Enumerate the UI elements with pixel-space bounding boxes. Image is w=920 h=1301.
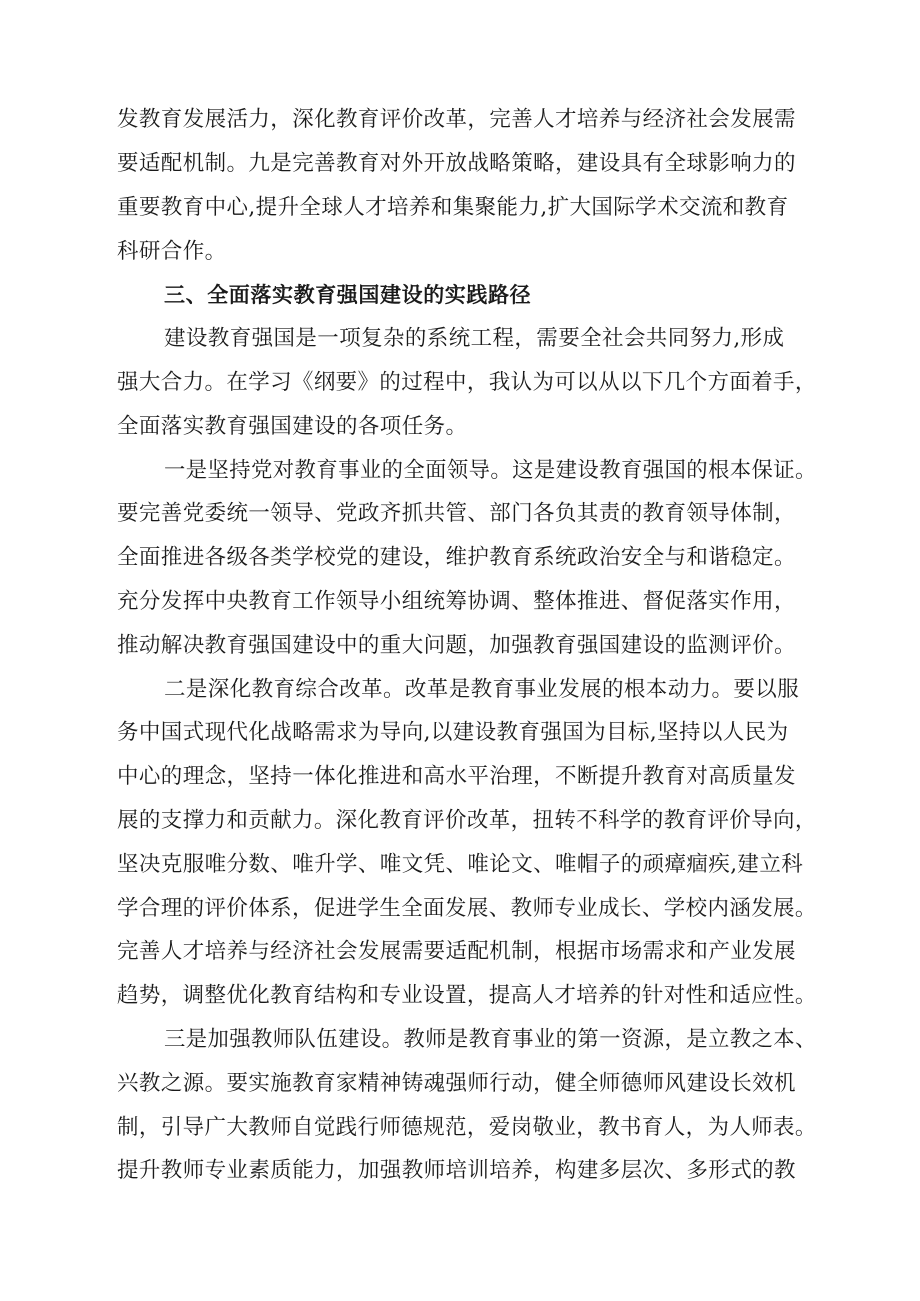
text-line: 兴教之源。要实施教育家精神铸魂强师行动，健全师德师风建设长效机 (117, 1071, 796, 1096)
text-line: 制，引导广大教师自觉践行师德规范，爱岗敬业，教书育人，为人师表。 (117, 1115, 817, 1140)
text-line: 一是坚持党对教育事业的全面领导。这是建设教育强国的根本保证。 (164, 458, 817, 483)
text-line: 完善人才培养与经济社会发展需要适配机制，根据市场需求和产业发展 (117, 939, 796, 964)
text-line: 建设教育强国是一项复杂的系统工程，需要全社会共同努力,形成 (164, 326, 785, 351)
text-line: 全面推进各级各类学校党的建设，维护教育系统政治安全与和谐稳定。 (117, 545, 796, 570)
text-line: 发教育发展活力，深化教育评价改革，完善人才培养与经济社会发展需 (117, 107, 796, 132)
text-line: 展的支撑力和贡献力。深化教育评价改革，扭转不科学的教育评价导向， (117, 808, 817, 833)
text-line: 全面落实教育强国建设的各项任务。 (117, 414, 468, 439)
section-heading: 三、全面落实教育强国建设的实践路径 (164, 283, 532, 307)
text-line: 推动解决教育强国建设中的重大问题，加强教育强国建设的监测评价。 (117, 633, 796, 658)
text-line: 要完善党委统一领导、党政齐抓共管、部门各负其责的教育领导体制， (117, 501, 796, 526)
text-line: 重要教育中心,提升全球人才培养和集聚能力,扩大国际学术交流和教育 (117, 195, 789, 220)
text-line: 科研合作。 (117, 239, 227, 264)
text-line: 强大合力。在学习《纲要》的过程中，我认为可以从以下几个方面着手， (117, 370, 817, 395)
text-line: 提升教师专业素质能力，加强教师培训培养，构建多层次、多形式的教 (117, 1158, 796, 1183)
text-line: 坚决克服唯分数、唯升学、唯文凭、唯论文、唯帽子的顽瘴痼疾,建立科 (117, 852, 804, 877)
text-line: 趋势，调整优化教育结构和专业设置，提高人才培养的针对性和适应性。 (117, 983, 817, 1008)
text-line: 务中国式现代化战略需求为导向,以建设教育强国为目标,坚持以人民为 (117, 720, 789, 745)
text-line: 二是深化教育综合改革。改革是教育事业发展的根本动力。要以服 (164, 677, 800, 702)
text-line: 学合理的评价体系，促进学生全面发展、教师专业成长、学校内涵发展。 (117, 896, 817, 921)
text-line: 三是加强教师队伍建设。教师是教育事业的第一资源，是立教之本、 (164, 1027, 817, 1052)
text-line: 充分发挥中央教育工作领导小组统筹协调、整体推进、督促落实作用， (117, 589, 796, 614)
text-line: 要适配机制。九是完善教育对外开放战略策略，建设具有全球影响力的 (117, 151, 796, 176)
text-line: 中心的理念，坚持一体化推进和高水平治理，不断提升教育对高质量发 (117, 764, 796, 789)
